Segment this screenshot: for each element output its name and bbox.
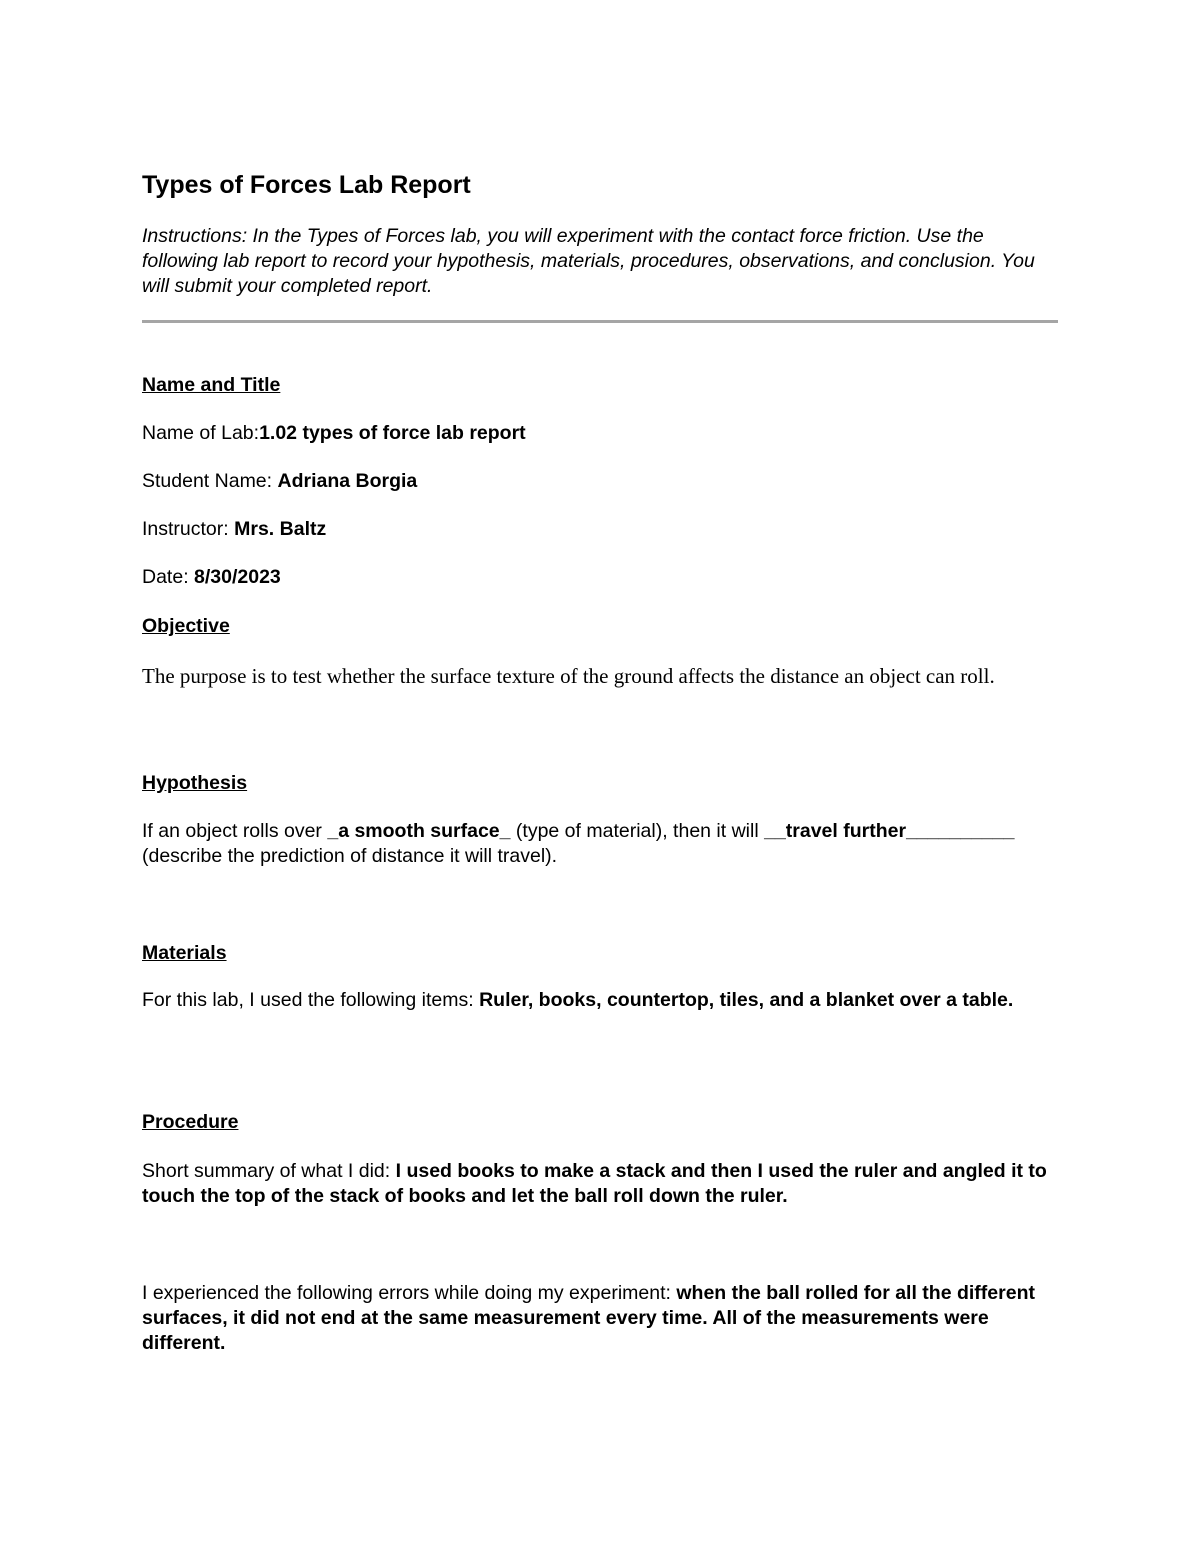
hypothesis-text bbox=[142, 819, 1052, 869]
hypothesis-part-1: If an object rolls over bbox=[142, 820, 328, 842]
document-page bbox=[142, 0, 1062, 1553]
name-and-title-heading: Name and Title bbox=[142, 374, 281, 396]
procedure-errors-label: I experienced the following errors while doing my experiment: bbox=[142, 1282, 677, 1304]
procedure-errors-value: when the ball rolled for all the different surfaces, it did not end at the same measurement every time. All of the measurements were different. bbox=[142, 1282, 1035, 1354]
instructor-label: Instructor: bbox=[142, 518, 235, 540]
student-name-label: Student Name: bbox=[142, 470, 278, 492]
procedure-errors bbox=[142, 1281, 1052, 1356]
student-name-value: Adriana Borgia bbox=[277, 470, 418, 492]
materials-heading: Materials bbox=[142, 942, 227, 964]
instructor-value: Mrs. Baltz bbox=[234, 518, 327, 540]
hypothesis-part-2: (type of material), then it will bbox=[510, 820, 765, 842]
horizontal-divider bbox=[142, 320, 1058, 323]
objective-text: The purpose is to test whether the surface texture of the ground affects the distance an object can roll. bbox=[142, 664, 995, 688]
hypothesis-part-3: (describe the prediction of distance it will travel). bbox=[142, 845, 558, 867]
hypothesis-prediction-answer: __travel further__________ bbox=[764, 820, 1015, 842]
hypothesis-heading: Hypothesis bbox=[142, 772, 248, 794]
document-title: Types of Forces Lab Report bbox=[142, 171, 471, 199]
lab-name-label: Name of Lab: bbox=[142, 422, 260, 444]
procedure-summary-value: I used books to make a stack and then I used the ruler and angled it to touch the top of the stack of books and let the ball roll down the ruler. bbox=[142, 1160, 1047, 1207]
instructions-text: Instructions: In the Types of Forces lab, you will experiment with the contact force friction. Use the following lab report to record your hypothesis, materials, procedures, observations, and conclusion. You will submit your completed report. bbox=[142, 225, 1035, 297]
date-label: Date: bbox=[142, 566, 195, 588]
procedure-summary bbox=[142, 1159, 1052, 1209]
materials-value: Ruler, books, countertop, tiles, and a blanket over a table. bbox=[479, 989, 1014, 1011]
materials-text bbox=[142, 988, 1052, 1013]
date-value: 8/30/2023 bbox=[194, 566, 281, 588]
student-name-line bbox=[142, 468, 417, 494]
hypothesis-material-answer: _a smooth surface_ bbox=[327, 820, 511, 842]
procedure-summary-label: Short summary of what I did: bbox=[142, 1160, 396, 1182]
procedure-heading: Procedure bbox=[142, 1111, 239, 1133]
date-line bbox=[142, 564, 281, 590]
instructor-line bbox=[142, 516, 326, 542]
materials-label: For this lab, I used the following items: bbox=[142, 989, 480, 1011]
objective-heading: Objective bbox=[142, 615, 230, 637]
lab-name-value: 1.02 types of force lab report bbox=[259, 422, 526, 444]
lab-name-line bbox=[142, 420, 526, 446]
